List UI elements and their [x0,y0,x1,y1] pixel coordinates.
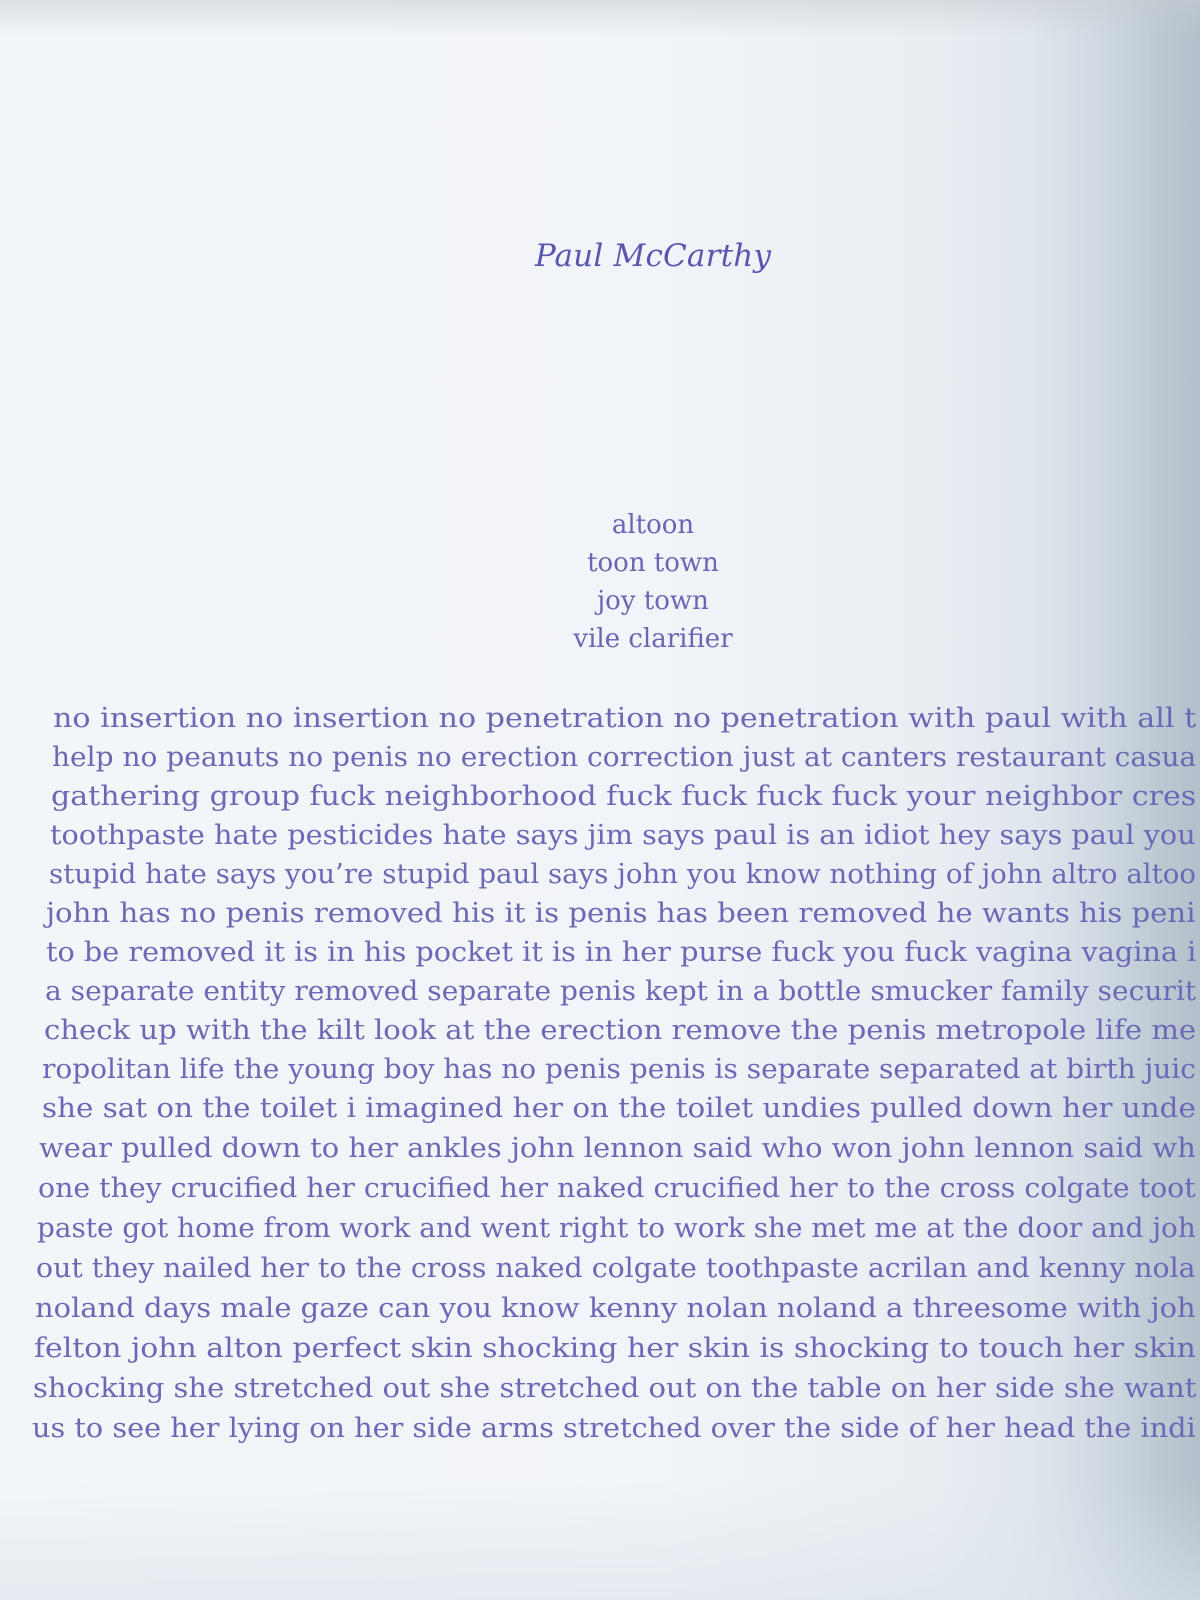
prose-line: john has no penis removed his it is penis has been removed he wants his peni [46,898,1196,929]
prose-line: us to see her lying on her side arms stretched over the side of her head the indi [32,1413,1196,1444]
prose-line: help no peanuts no penis no erection correction just at canters restaurant casua [52,742,1197,773]
author-name: Paul McCarthy [534,238,772,274]
poem-stanza [0,506,1200,658]
prose-line: out they nailed her to the cross naked colgate toothpaste acrilan and kenny nola [36,1253,1196,1284]
prose-line: to be removed it is in his pocket it is in her purse fuck you fuck vagina vagina i [46,937,1197,968]
prose-line: gathering group fuck neighborhood fuck fuck fuck fuck your neighbor cres [51,781,1197,812]
prose-line: stupid hate says you’re stupid paul says john you know nothing of john altro altoo [49,859,1197,890]
prose-line: one they crucified her crucified her naked crucified her to the cross colgate toot [38,1173,1196,1204]
prose-line: ropolitan life the young boy has no penis penis is separate separated at birth juic [42,1054,1196,1085]
prose-line: shocking she stretched out she stretched out on the table on her side she want [33,1373,1197,1404]
prose-line: no insertion no insertion no penetration no penetration with paul with all t [53,703,1197,734]
stanza-line: joy town [597,586,709,616]
prose-line: a separate entity removed separate penis kept in a bottle smucker family securit [45,976,1197,1007]
prose-line: felton john alton perfect skin shocking her skin is shocking to touch her skin [34,1333,1196,1364]
prose-line: paste got home from work and went right to work she met me at the door and joh [37,1213,1196,1244]
prose-line: noland days male gaze can you know kenny nolan noland a threesome with joh [35,1293,1196,1324]
prose-line: wear pulled down to her ankles john lennon said who won john lennon said wh [39,1133,1196,1164]
prose-line: she sat on the toilet i imagined her on the toilet undies pulled down her unde [42,1093,1196,1124]
stanza-line: altoon [611,510,695,540]
prose-line: check up with the kilt look at the erection remove the penis metropole life me [44,1015,1197,1046]
stanza-line: toon town [587,548,719,578]
stanza-line: vile clarifier [573,624,733,654]
prose-line: toothpaste hate pesticides hate says jim says paul is an idiot hey says paul you [50,820,1196,851]
